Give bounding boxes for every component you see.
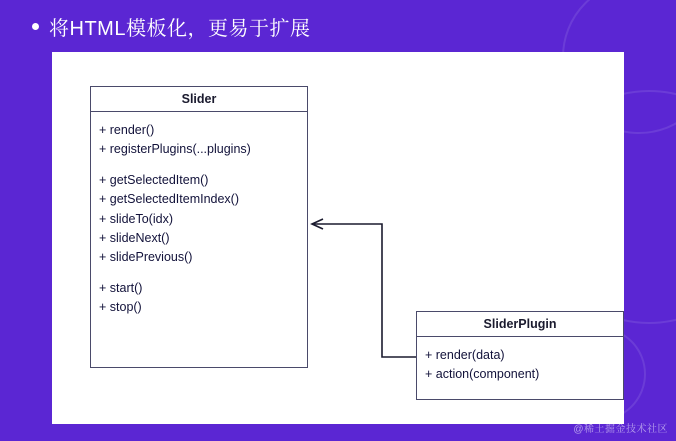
uml-member: + slidePrevious() (99, 250, 193, 265)
uml-member-group (99, 121, 299, 160)
uml-member-group (425, 346, 615, 385)
uml-member: + slideTo(idx) (99, 211, 173, 226)
bullet-dot-icon (32, 23, 39, 30)
uml-member: + registerPlugins(...plugins) (99, 142, 251, 157)
uml-class-slider-plugin[interactable] (416, 311, 624, 400)
uml-member-group (99, 171, 299, 268)
uml-member: + getSelectedItemIndex() (99, 192, 240, 207)
uml-class-name: SliderPlugin (417, 312, 623, 337)
uml-member: + stop() (99, 300, 142, 314)
uml-member: + render(data) (425, 348, 505, 362)
page-title-text: 将HTML模板化，更易于扩展 (49, 18, 311, 40)
uml-class-members (91, 112, 307, 327)
watermark: @稀土掘金技术社区 (573, 424, 668, 435)
uml-member: + action(component) (425, 367, 540, 382)
diagram-canvas (52, 52, 624, 424)
uml-class-slider[interactable] (90, 86, 308, 368)
uml-member: + start() (99, 280, 143, 295)
uml-member: + getSelectedItem() (99, 172, 209, 187)
uml-member: + slideNext() (99, 230, 170, 245)
uml-member-group (99, 279, 299, 318)
page-title (32, 12, 310, 41)
uml-class-members (417, 337, 623, 395)
uml-member: + render() (99, 123, 155, 137)
uml-class-name: Slider (91, 87, 307, 112)
